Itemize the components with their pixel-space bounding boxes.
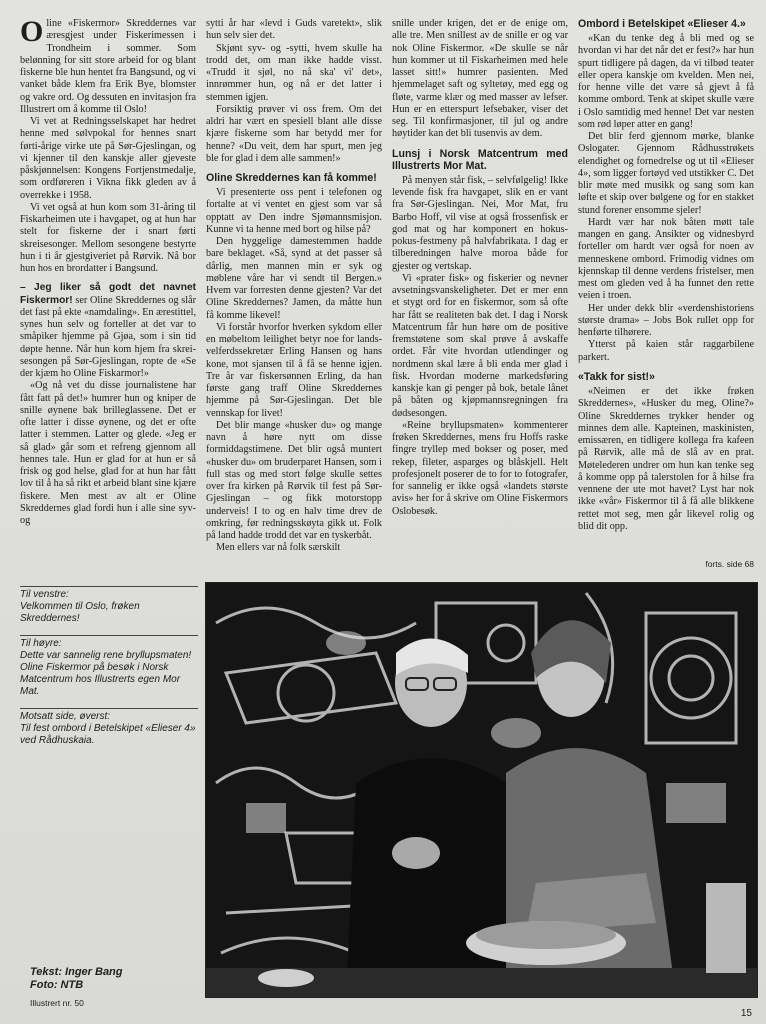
caption [20, 708, 198, 747]
paragraph: Det blir ferd gjennom mørke, blanke Oslogater. Gjennom Rådhusstrøkets elendighet og fornedrelse og ut til «Elieser 4», som ligger fortøyd ved utstikker C. Det blir møte med musikk og sang som kan løfte et skip over bølgene og for en stakket stund forener ensomme sjeler! [578, 131, 754, 216]
paragraph: Vi vet at Redningsselskapet har hedret henne med sølvpokal for hennes snart førti-årige virke ute på Sør-Gjeslingan, og vi kjenner til den kanskje aller gjeveste påskjønnelsen: Kongens Fortjenstmedalje, som ordføreren i Vikna fikk gleden av å overrekke i 1958. [20, 116, 196, 201]
paragraph: Vi forstår hvorfor hverken sykdom eller en møbeltom leilighet betyr noe for lands-velferdssekretær Erling Hansen og hans kone, mot sjansen til å få se henne igjen. Tre år var fiskersønnen Erling, da han første gang traff Oline Skreddernes hjemme på Sør-Gjeslingan. Det ble vennskap for livet! [206, 321, 382, 419]
photo-captions [20, 586, 198, 757]
paragraph: Skjønt syv- og -sytti, hvem skulle ha trodd det, om man ikke hadde visst. «Trudd it sjøl, no nå ska' vi' det», innrømmer hun, og nå er det latter i stemmen igjen. [206, 42, 382, 103]
inline-heading: – Jeg liker så godt det navnet Fiskermor! [20, 282, 196, 306]
caption [20, 635, 198, 698]
drop-cap: O [20, 18, 44, 48]
caption-head: Motsatt side, øverst: [20, 711, 111, 722]
caption-text: Dette var sannelig rene bryllupsmaten! Oline Fiskermor på besøk i Norsk Matcentrum hos Illustrerts egen Mor Mat. [20, 650, 192, 697]
paragraph: Vi vet også at hun kom som 31-åring til Fiskarheimen ute i havgapet, og at hun har stelt for fiskerne der i snart førti skreisesonger. Mellom sesongene bestyrte hun i ti år gjestgiveriet på Rørvik. Nå bor hun hos en brordatter i Bangsund. [20, 201, 196, 274]
text-credit: Tekst: Inger Bang [30, 966, 123, 978]
article-column-2 [206, 18, 382, 570]
paragraph: Ytterst på kaien står raggarbilene parkert. [578, 339, 754, 363]
article-credits [30, 966, 123, 992]
caption [20, 586, 198, 625]
section-heading: Oline Skreddernes kan få komme! [206, 172, 377, 184]
article-body [20, 18, 754, 570]
paragraph: Det blir mange «husker du» og mange navn å høre nytt om disse formiddagstimene. Det blir også muntert «husker du» om bruderparet Hansen, som i full stas og med stort følge skulle settes over fra kirken på Rørvik til fest på Sør-Gjeslingan – og fikk motorstopp underveis! I to og en halv time drev de omkring, før redningsskøyta gikk ut. Folk på land hadde trodd det var en tyskerbåt. [206, 419, 382, 542]
paragraph: Den hyggelige damestemmen hadde bare beklaget. «Så, synd at det passer så dårlig, men mannen min er syk og møblene våre har vi sendt til Bergen.» Hvem var forresten denne gjesten? Var det Oline Skreddernes? Jamen, da måtte hun få komme likevel! [206, 236, 382, 321]
continued-note: forts. side 68 [705, 558, 754, 569]
paragraph: «Neimen er det ikke frøken Skreddernes», «Husker du meg, Oline?» Oline Skreddernes trykker hender og minnes dem alle. Kapteinen, maskinisten, emissæren, en tidligere kollega fra kafeen på Rørvik, alle må de slå av en prat. Møtelederen undrer om hun kan tenke seg å komme opp på talerstolen for å hilse fra vennene der ute mot havet? Lyst har nok ikke «vår» Fiskermor til å få alle blikkene rettet mot seg, men går likevel rolig og blid dit opp. [578, 386, 754, 532]
paragraph: Her under dekk blir «verdenshistoriens største drama» – Jobs Bok rullet opp for henførte tilhørere. [578, 302, 754, 339]
paragraph: Hardt vær har nok båten møtt tale mangen en gang. Ansikter og vidnesbyrd forteller om hardt vær også for noen av menneskene ombord. Frimodig vidnes om kjennskap til denne verdens fristelser, men mest om gleden ved å ha funnet den rette veien i troen. [578, 216, 754, 302]
paragraph: «Reine bryllupsmaten» kommenterer frøken Skreddernes, mens fru Hoffs raske fingre trylleр med bokser og poser, med rekeр, fileter, asparges og blåskjell. Helt profesjonelt poserer de to for to fotografer, for sannelig er ikke også «landets største avis» her for å skrive om Oline Fiskermors Oslobesøk. [392, 419, 568, 517]
section-heading: «Takk for sist!» [578, 370, 655, 383]
issue-label: Illustrert nr. 50 [30, 998, 84, 1008]
paragraph: sytti år har «levd i Guds varetekt», slik hun selv sier det. [206, 18, 382, 42]
section-heading: Lunsj i Norsk Matcentrum med Illustrerts Mor Mat. [392, 147, 568, 172]
article-column-3 [392, 18, 568, 570]
paragraph: Forsiktig prøver vi oss frem. Om det aldri har vært en spesiell blant alle disse kjære fiskerne som har betydd mer for henne? «Du veit, dem har spurt, men jeg ble for glad i dem alle sammen!» [206, 103, 382, 164]
paragraph [20, 18, 196, 116]
section-heading: Ombord i Betelskipet «Elieser 4.» [578, 18, 746, 30]
caption-text: Velkommen til Oslo, frøken Skreddernes! [20, 601, 140, 624]
photo-two-women-cooking [205, 582, 758, 998]
paragraph [20, 282, 196, 380]
caption-head: Til venstre: [20, 589, 69, 600]
paragraph: Vi «prater fisk» og fiskerier og nevner avsetningsvanskeligheter. Det er mer enn et stygt ord for en fiskermor, som så ofte har fått se realiteten bak det. I dag i Norsk Matcentrum får hun høre om de positive fremstøtene som skal prøve å avskaffe ordet. Får vite hvordan utlendinger og nordmenn skal lære å bli enda mer glad i fisk. Hvordan moderne markedsføring kanskje kan gi penger på bok, betale lånet på båten og kjøpmannsregningen fra dødsesongen. [392, 272, 568, 419]
article-column-1 [20, 18, 196, 570]
caption-head: Til høyre: [20, 638, 62, 649]
paragraph: «Kan du tenke deg å bli med og se hvordan vi har det når det er fest?» har hun spurt tidligere på dagen, da vi tilbød teater eller opera kanskje om kvelden. Men nei, for henne ville det være så gjevt å få komme ombord. Tenk at skipet skulle være i Oslo samtidig med henne! Det var nesten som rød løper atter en gang! [578, 33, 754, 130]
paragraph: På menyen står fisk, – selvfølgelig! Ikke levende fisk fra havgapet, slik en er vant fra Sør-Gjeslingan. Nei, Mor Mat, fru Barbo Hoff, vil vise at også frossenfisk er god mat og har komponert en hokus-pokus-festmeny på halvfabrikata. I dag er tilberedningen halve moroa både for gjester og vertskap. [392, 174, 568, 272]
article-column-4 [578, 18, 754, 570]
paragraph: snille under krigen, det er de enige om, alle tre. Men snillest av de snille er og var nok Oline Fiskermor. «De skulle se når hun kommer ut til Fiskarheimen med hele lasset sitt!» humrer pasienten. Med hjemmelaget saft og syltetøy, med egg og fløte, varme klær og med masser av lefser. Hun er en etterspurt lefsebaker, viser det seg. Til konfirmasjoner, til jul og andre høytider kan det bli tusenvis av dem. [392, 18, 568, 140]
paragraph-text: ser Oline Skreddernes og slår det fast på ekte «namdaling». En ærestittel, synes hun selv og forteller at det var to småpiker hjemme på Gjøa, som i sin tid døpte henne. Når hun kom hjem fra skrei-sesongen på Sør-Gjeslingan, ropte de «Se der kjæm ho Oline Fiskarmor!» [20, 294, 196, 379]
paragraph-text: line «Fiskermor» Skreddernes var æresgjest under Fiskerimessen i Trondheim i sommer. Som belønning for sitt store arbeid for og blant fiskerne ble hun hentet fra Bangsund, og vi vanket både klem fra Erik Bye, blomster og vakre ord. Og dessuten en invitasjon fra Illustrert om å komme til Oslo! [20, 18, 196, 115]
paragraph: Vi presenterte oss pent i telefonen og fortalte at vi ventet en gjest som var så opptatt av Den indre Sjømannsmisjon. Kunne vi ta henne med bort og hilse på? [206, 187, 382, 235]
caption-text: Til fest ombord i Betelskipet «Elieser 4» ved Rådhuskaia. [20, 723, 196, 746]
photo-credit: Foto: NTB [30, 979, 84, 991]
paragraph: Men ellers var nå folk særskilt [216, 542, 341, 554]
paragraph: «Og nå vet du disse journalistene har fått fatt på det!» humrer hun og kniper de snille øynene bak brilleglassene. Det er ofte latter i disse øynene, og det er ofte latter i stemmen. Latter og glede. «Jeg er så glad» går som et refreng gjennom all hennes tale. Hun er glad for at hun er så frisk og god helse, glad for at hun har fått lov til å ha så rikt et arbeid blant sine kjære fiskere. Men mest av alt er Oline Skreddernes glad fordi hun i alle sine syv- og [20, 380, 196, 526]
page-number: 15 [740, 1008, 752, 1019]
